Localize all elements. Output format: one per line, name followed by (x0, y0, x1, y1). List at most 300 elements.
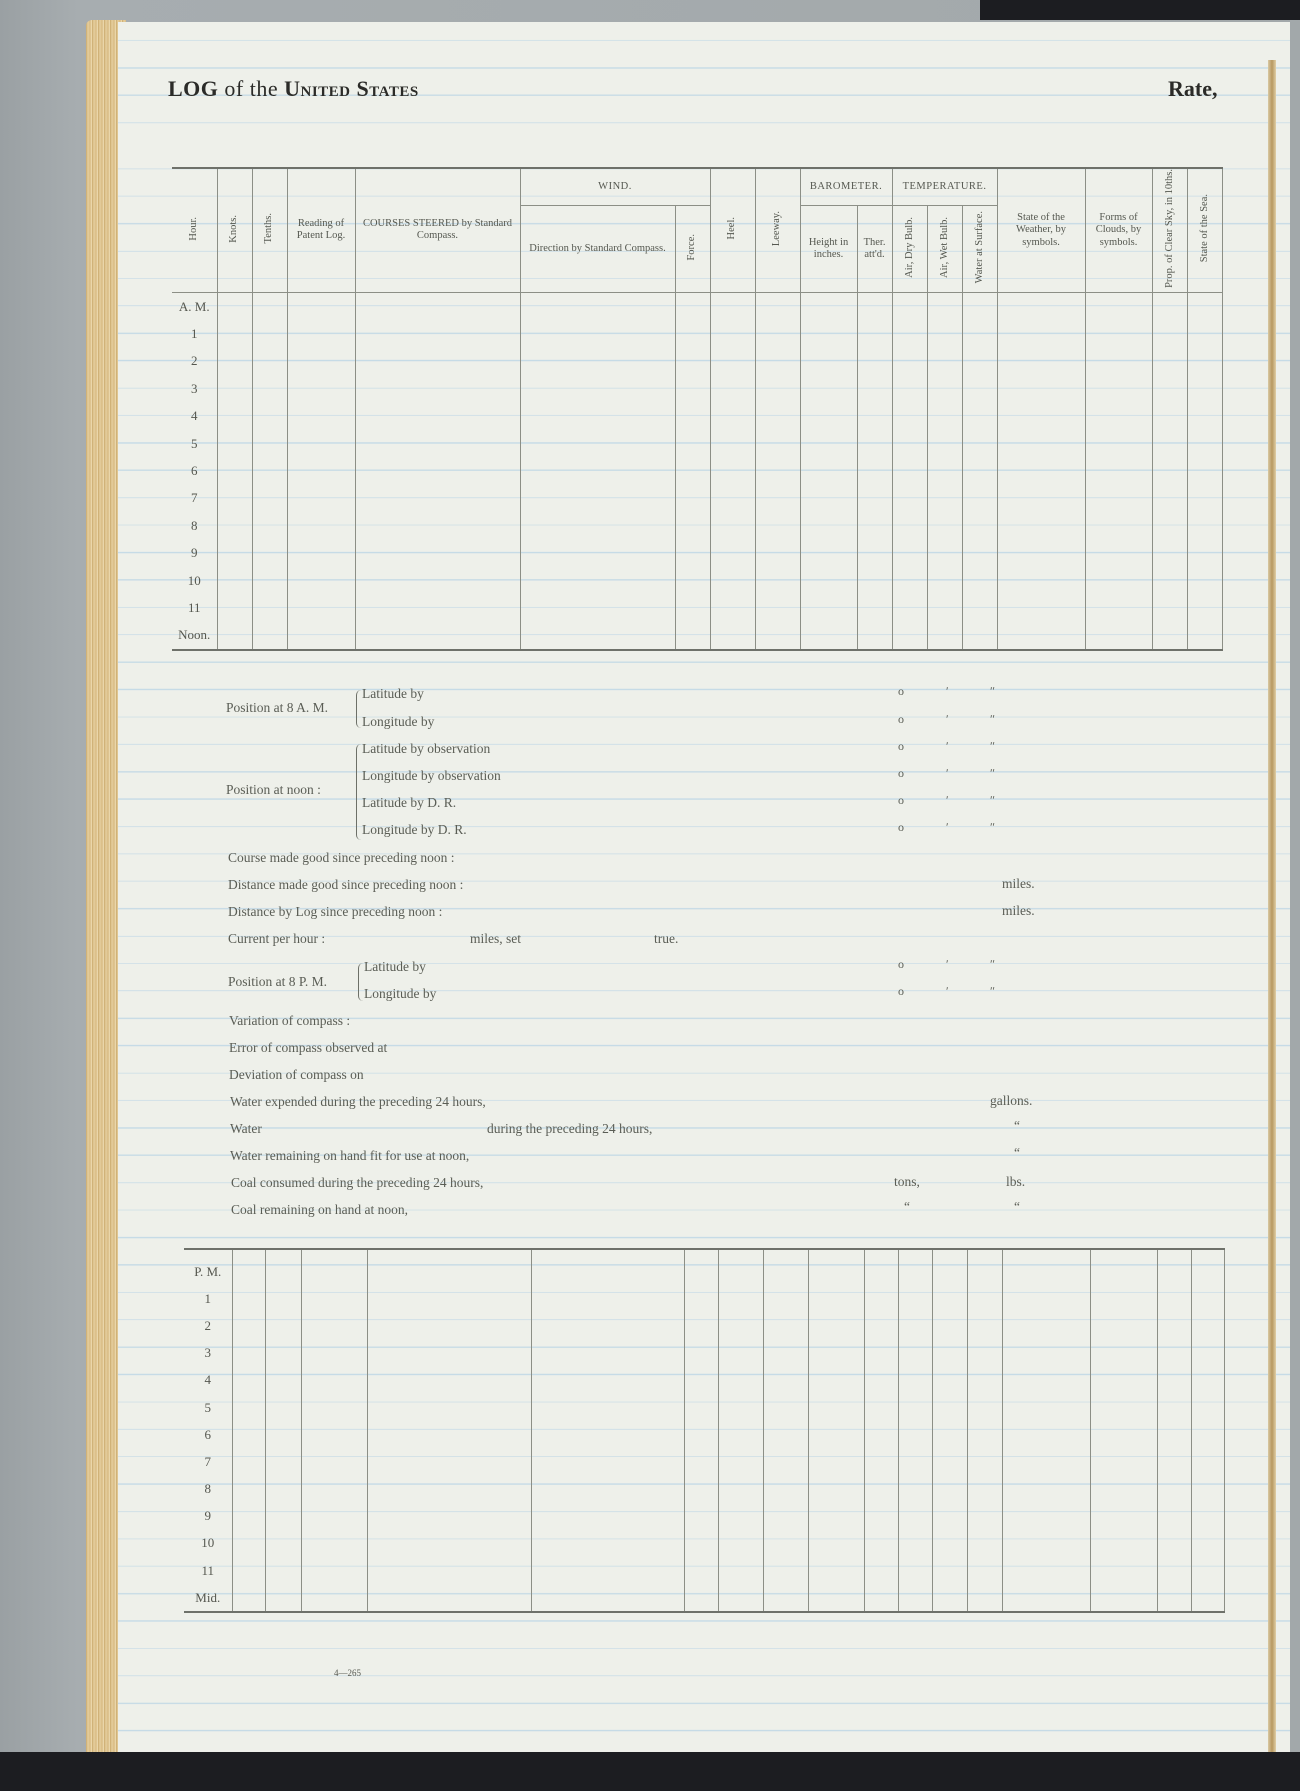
pm-entry-cell[interactable] (1191, 1530, 1224, 1557)
am-entry-cell[interactable] (287, 292, 355, 320)
pm-entry-cell[interactable] (1090, 1584, 1157, 1612)
pm-entry-cell[interactable] (763, 1476, 808, 1503)
am-entry-cell[interactable] (800, 292, 857, 320)
pm-entry-cell[interactable] (808, 1394, 864, 1421)
am-entry-cell[interactable] (927, 567, 962, 594)
am-entry-cell[interactable] (520, 320, 675, 347)
am-entry-cell[interactable] (1187, 622, 1222, 650)
am-entry-cell[interactable] (892, 430, 927, 457)
am-entry-cell[interactable] (355, 375, 520, 402)
am-entry-cell[interactable] (755, 375, 800, 402)
pm-entry-cell[interactable] (763, 1312, 808, 1339)
pm-entry-cell[interactable] (301, 1421, 367, 1448)
am-entry-cell[interactable] (520, 594, 675, 621)
am-entry-cell[interactable] (962, 539, 997, 566)
pm-entry-cell[interactable] (265, 1312, 301, 1339)
am-entry-cell[interactable] (710, 403, 755, 430)
am-entry-cell[interactable] (755, 539, 800, 566)
am-entry-cell[interactable] (927, 403, 962, 430)
am-entry-cell[interactable] (217, 403, 252, 430)
pm-entry-cell[interactable] (531, 1421, 684, 1448)
pm-entry-cell[interactable] (1090, 1312, 1157, 1339)
pm-entry-cell[interactable] (301, 1367, 367, 1394)
pm-entry-cell[interactable] (763, 1584, 808, 1612)
am-entry-cell[interactable] (710, 539, 755, 566)
am-entry-cell[interactable] (675, 457, 710, 484)
pm-entry-cell[interactable] (684, 1530, 718, 1557)
pm-entry-cell[interactable] (1191, 1584, 1224, 1612)
pm-entry-cell[interactable] (718, 1312, 763, 1339)
am-entry-cell[interactable] (252, 567, 287, 594)
am-entry-cell[interactable] (252, 457, 287, 484)
pm-entry-cell[interactable] (1002, 1584, 1090, 1612)
pm-entry-cell[interactable] (763, 1503, 808, 1530)
am-entry-cell[interactable] (997, 457, 1085, 484)
pm-entry-cell[interactable] (898, 1367, 932, 1394)
am-entry-cell[interactable] (675, 594, 710, 621)
pm-entry-cell[interactable] (232, 1557, 265, 1584)
pm-entry-cell[interactable] (932, 1448, 967, 1475)
pm-entry-cell[interactable] (1157, 1476, 1191, 1503)
am-entry-cell[interactable] (1152, 485, 1187, 512)
pm-entry-cell[interactable] (1191, 1258, 1224, 1285)
pm-entry-cell[interactable] (531, 1530, 684, 1557)
am-entry-cell[interactable] (800, 320, 857, 347)
am-entry-cell[interactable] (355, 457, 520, 484)
pm-entry-cell[interactable] (301, 1503, 367, 1530)
pm-entry-cell[interactable] (367, 1258, 531, 1285)
am-entry-cell[interactable] (962, 485, 997, 512)
am-entry-cell[interactable] (710, 622, 755, 650)
pm-entry-cell[interactable] (367, 1476, 531, 1503)
am-entry-cell[interactable] (755, 485, 800, 512)
am-entry-cell[interactable] (252, 375, 287, 402)
am-entry-cell[interactable] (997, 403, 1085, 430)
am-entry-cell[interactable] (927, 512, 962, 539)
am-entry-cell[interactable] (892, 485, 927, 512)
am-entry-cell[interactable] (997, 292, 1085, 320)
am-entry-cell[interactable] (997, 622, 1085, 650)
am-entry-cell[interactable] (710, 375, 755, 402)
pm-entry-cell[interactable] (1002, 1394, 1090, 1421)
am-entry-cell[interactable] (1085, 512, 1152, 539)
pm-entry-cell[interactable] (932, 1285, 967, 1312)
am-entry-cell[interactable] (1187, 320, 1222, 347)
pm-entry-cell[interactable] (684, 1340, 718, 1367)
pm-entry-cell[interactable] (1002, 1530, 1090, 1557)
am-entry-cell[interactable] (857, 594, 892, 621)
am-entry-cell[interactable] (755, 292, 800, 320)
am-entry-cell[interactable] (857, 292, 892, 320)
pm-entry-cell[interactable] (763, 1421, 808, 1448)
am-entry-cell[interactable] (710, 320, 755, 347)
pm-entry-cell[interactable] (718, 1421, 763, 1448)
pm-entry-cell[interactable] (718, 1285, 763, 1312)
pm-entry-cell[interactable] (684, 1421, 718, 1448)
pm-entry-cell[interactable] (932, 1394, 967, 1421)
pm-entry-cell[interactable] (232, 1394, 265, 1421)
pm-entry-cell[interactable] (718, 1394, 763, 1421)
am-entry-cell[interactable] (755, 348, 800, 375)
pm-entry-cell[interactable] (967, 1584, 1002, 1612)
am-entry-cell[interactable] (962, 320, 997, 347)
pm-entry-cell[interactable] (967, 1394, 1002, 1421)
pm-entry-cell[interactable] (1157, 1584, 1191, 1612)
pm-entry-cell[interactable] (898, 1312, 932, 1339)
pm-entry-cell[interactable] (763, 1367, 808, 1394)
pm-entry-cell[interactable] (232, 1285, 265, 1312)
am-entry-cell[interactable] (927, 320, 962, 347)
am-entry-cell[interactable] (217, 539, 252, 566)
am-entry-cell[interactable] (962, 567, 997, 594)
pm-entry-cell[interactable] (1090, 1394, 1157, 1421)
pm-entry-cell[interactable] (531, 1285, 684, 1312)
pm-entry-cell[interactable] (1002, 1312, 1090, 1339)
pm-entry-cell[interactable] (684, 1258, 718, 1285)
pm-entry-cell[interactable] (531, 1557, 684, 1584)
am-entry-cell[interactable] (1152, 403, 1187, 430)
pm-entry-cell[interactable] (367, 1285, 531, 1312)
am-entry-cell[interactable] (997, 485, 1085, 512)
pm-entry-cell[interactable] (301, 1285, 367, 1312)
am-entry-cell[interactable] (1085, 375, 1152, 402)
pm-entry-cell[interactable] (763, 1340, 808, 1367)
pm-entry-cell[interactable] (1157, 1394, 1191, 1421)
pm-entry-cell[interactable] (1191, 1421, 1224, 1448)
pm-entry-cell[interactable] (1157, 1258, 1191, 1285)
pm-entry-cell[interactable] (531, 1503, 684, 1530)
pm-entry-cell[interactable] (301, 1258, 367, 1285)
pm-entry-cell[interactable] (232, 1367, 265, 1394)
am-entry-cell[interactable] (252, 430, 287, 457)
am-entry-cell[interactable] (755, 457, 800, 484)
pm-entry-cell[interactable] (864, 1394, 898, 1421)
am-entry-cell[interactable] (892, 320, 927, 347)
am-entry-cell[interactable] (755, 320, 800, 347)
pm-entry-cell[interactable] (1191, 1394, 1224, 1421)
pm-entry-cell[interactable] (232, 1503, 265, 1530)
pm-entry-cell[interactable] (265, 1503, 301, 1530)
am-entry-cell[interactable] (1085, 430, 1152, 457)
pm-entry-cell[interactable] (1157, 1340, 1191, 1367)
am-entry-cell[interactable] (857, 430, 892, 457)
am-entry-cell[interactable] (962, 430, 997, 457)
am-entry-cell[interactable] (252, 403, 287, 430)
pm-entry-cell[interactable] (265, 1448, 301, 1475)
pm-entry-cell[interactable] (864, 1421, 898, 1448)
am-entry-cell[interactable] (287, 403, 355, 430)
am-entry-cell[interactable] (857, 485, 892, 512)
pm-entry-cell[interactable] (684, 1285, 718, 1312)
am-entry-cell[interactable] (1187, 539, 1222, 566)
pm-entry-cell[interactable] (684, 1312, 718, 1339)
pm-entry-cell[interactable] (1090, 1476, 1157, 1503)
pm-entry-cell[interactable] (232, 1312, 265, 1339)
am-entry-cell[interactable] (962, 622, 997, 650)
pm-entry-cell[interactable] (1090, 1421, 1157, 1448)
am-entry-cell[interactable] (217, 594, 252, 621)
am-entry-cell[interactable] (997, 539, 1085, 566)
am-entry-cell[interactable] (710, 292, 755, 320)
am-entry-cell[interactable] (252, 485, 287, 512)
am-entry-cell[interactable] (892, 457, 927, 484)
am-entry-cell[interactable] (892, 539, 927, 566)
am-entry-cell[interactable] (1085, 348, 1152, 375)
am-entry-cell[interactable] (755, 403, 800, 430)
pm-entry-cell[interactable] (1090, 1258, 1157, 1285)
am-entry-cell[interactable] (355, 430, 520, 457)
am-entry-cell[interactable] (1152, 375, 1187, 402)
am-entry-cell[interactable] (710, 512, 755, 539)
pm-entry-cell[interactable] (932, 1258, 967, 1285)
am-entry-cell[interactable] (252, 594, 287, 621)
am-entry-cell[interactable] (800, 622, 857, 650)
am-entry-cell[interactable] (1187, 375, 1222, 402)
pm-entry-cell[interactable] (763, 1530, 808, 1557)
pm-entry-cell[interactable] (898, 1557, 932, 1584)
am-entry-cell[interactable] (892, 594, 927, 621)
pm-entry-cell[interactable] (232, 1584, 265, 1612)
pm-entry-cell[interactable] (932, 1312, 967, 1339)
pm-entry-cell[interactable] (1090, 1367, 1157, 1394)
am-entry-cell[interactable] (520, 512, 675, 539)
am-entry-cell[interactable] (1085, 292, 1152, 320)
pm-entry-cell[interactable] (808, 1557, 864, 1584)
pm-entry-cell[interactable] (1191, 1340, 1224, 1367)
am-entry-cell[interactable] (800, 512, 857, 539)
am-entry-cell[interactable] (1152, 430, 1187, 457)
am-entry-cell[interactable] (857, 539, 892, 566)
am-entry-cell[interactable] (287, 512, 355, 539)
pm-entry-cell[interactable] (1191, 1503, 1224, 1530)
am-entry-cell[interactable] (1187, 403, 1222, 430)
pm-entry-cell[interactable] (1002, 1448, 1090, 1475)
pm-entry-cell[interactable] (718, 1530, 763, 1557)
am-entry-cell[interactable] (1152, 567, 1187, 594)
pm-entry-cell[interactable] (932, 1557, 967, 1584)
am-entry-cell[interactable] (217, 348, 252, 375)
am-entry-cell[interactable] (675, 512, 710, 539)
pm-entry-cell[interactable] (898, 1476, 932, 1503)
am-entry-cell[interactable] (710, 485, 755, 512)
pm-entry-cell[interactable] (932, 1584, 967, 1612)
am-entry-cell[interactable] (520, 375, 675, 402)
pm-entry-cell[interactable] (367, 1421, 531, 1448)
am-entry-cell[interactable] (355, 567, 520, 594)
am-entry-cell[interactable] (927, 485, 962, 512)
pm-entry-cell[interactable] (1191, 1312, 1224, 1339)
am-entry-cell[interactable] (857, 567, 892, 594)
pm-entry-cell[interactable] (1090, 1285, 1157, 1312)
pm-entry-cell[interactable] (1002, 1367, 1090, 1394)
am-entry-cell[interactable] (1187, 485, 1222, 512)
pm-entry-cell[interactable] (864, 1584, 898, 1612)
am-entry-cell[interactable] (287, 375, 355, 402)
pm-entry-cell[interactable] (301, 1312, 367, 1339)
am-entry-cell[interactable] (892, 403, 927, 430)
pm-entry-cell[interactable] (1002, 1340, 1090, 1367)
am-entry-cell[interactable] (962, 375, 997, 402)
pm-entry-cell[interactable] (531, 1584, 684, 1612)
am-entry-cell[interactable] (217, 375, 252, 402)
am-entry-cell[interactable] (997, 320, 1085, 347)
pm-entry-cell[interactable] (864, 1258, 898, 1285)
am-entry-cell[interactable] (1152, 457, 1187, 484)
am-entry-cell[interactable] (1187, 348, 1222, 375)
pm-entry-cell[interactable] (808, 1584, 864, 1612)
am-entry-cell[interactable] (252, 348, 287, 375)
am-entry-cell[interactable] (287, 539, 355, 566)
am-entry-cell[interactable] (997, 375, 1085, 402)
pm-entry-cell[interactable] (718, 1584, 763, 1612)
pm-entry-cell[interactable] (808, 1312, 864, 1339)
am-entry-cell[interactable] (252, 292, 287, 320)
am-entry-cell[interactable] (1187, 512, 1222, 539)
am-entry-cell[interactable] (675, 567, 710, 594)
am-entry-cell[interactable] (962, 292, 997, 320)
pm-entry-cell[interactable] (808, 1421, 864, 1448)
am-entry-cell[interactable] (927, 375, 962, 402)
pm-entry-cell[interactable] (367, 1312, 531, 1339)
pm-entry-cell[interactable] (1002, 1476, 1090, 1503)
am-entry-cell[interactable] (997, 512, 1085, 539)
am-entry-cell[interactable] (927, 292, 962, 320)
pm-entry-cell[interactable] (684, 1367, 718, 1394)
am-entry-cell[interactable] (675, 292, 710, 320)
am-entry-cell[interactable] (355, 512, 520, 539)
pm-entry-cell[interactable] (531, 1367, 684, 1394)
am-entry-cell[interactable] (755, 512, 800, 539)
pm-entry-cell[interactable] (967, 1503, 1002, 1530)
am-entry-cell[interactable] (520, 457, 675, 484)
am-entry-cell[interactable] (710, 457, 755, 484)
pm-entry-cell[interactable] (1002, 1421, 1090, 1448)
am-entry-cell[interactable] (927, 539, 962, 566)
am-entry-cell[interactable] (217, 457, 252, 484)
pm-entry-cell[interactable] (1157, 1503, 1191, 1530)
am-entry-cell[interactable] (997, 594, 1085, 621)
am-entry-cell[interactable] (287, 348, 355, 375)
pm-entry-cell[interactable] (967, 1367, 1002, 1394)
pm-entry-cell[interactable] (967, 1285, 1002, 1312)
pm-entry-cell[interactable] (718, 1340, 763, 1367)
am-entry-cell[interactable] (520, 539, 675, 566)
pm-entry-cell[interactable] (265, 1340, 301, 1367)
am-entry-cell[interactable] (675, 485, 710, 512)
pm-entry-cell[interactable] (967, 1258, 1002, 1285)
am-entry-cell[interactable] (800, 403, 857, 430)
pm-entry-cell[interactable] (684, 1503, 718, 1530)
am-entry-cell[interactable] (927, 348, 962, 375)
pm-entry-cell[interactable] (1090, 1557, 1157, 1584)
pm-entry-cell[interactable] (718, 1503, 763, 1530)
am-entry-cell[interactable] (962, 403, 997, 430)
am-entry-cell[interactable] (927, 457, 962, 484)
am-entry-cell[interactable] (800, 485, 857, 512)
pm-entry-cell[interactable] (967, 1312, 1002, 1339)
pm-entry-cell[interactable] (1191, 1476, 1224, 1503)
am-entry-cell[interactable] (355, 622, 520, 650)
am-entry-cell[interactable] (1085, 594, 1152, 621)
am-entry-cell[interactable] (997, 430, 1085, 457)
pm-entry-cell[interactable] (531, 1394, 684, 1421)
am-entry-cell[interactable] (857, 512, 892, 539)
pm-entry-cell[interactable] (967, 1557, 1002, 1584)
pm-entry-cell[interactable] (1002, 1285, 1090, 1312)
pm-entry-cell[interactable] (1191, 1367, 1224, 1394)
pm-entry-cell[interactable] (232, 1530, 265, 1557)
am-entry-cell[interactable] (927, 430, 962, 457)
pm-entry-cell[interactable] (808, 1530, 864, 1557)
am-entry-cell[interactable] (217, 430, 252, 457)
pm-entry-cell[interactable] (265, 1367, 301, 1394)
pm-entry-cell[interactable] (932, 1340, 967, 1367)
am-entry-cell[interactable] (857, 622, 892, 650)
am-entry-cell[interactable] (355, 348, 520, 375)
pm-entry-cell[interactable] (808, 1285, 864, 1312)
pm-entry-cell[interactable] (684, 1448, 718, 1475)
pm-entry-cell[interactable] (864, 1285, 898, 1312)
am-entry-cell[interactable] (755, 567, 800, 594)
am-entry-cell[interactable] (520, 403, 675, 430)
am-entry-cell[interactable] (217, 485, 252, 512)
pm-entry-cell[interactable] (265, 1476, 301, 1503)
pm-entry-cell[interactable] (301, 1584, 367, 1612)
am-entry-cell[interactable] (800, 567, 857, 594)
pm-entry-cell[interactable] (301, 1448, 367, 1475)
am-entry-cell[interactable] (962, 512, 997, 539)
pm-entry-cell[interactable] (967, 1530, 1002, 1557)
am-entry-cell[interactable] (892, 375, 927, 402)
pm-entry-cell[interactable] (301, 1530, 367, 1557)
am-entry-cell[interactable] (710, 567, 755, 594)
pm-entry-cell[interactable] (864, 1476, 898, 1503)
pm-entry-cell[interactable] (1191, 1557, 1224, 1584)
pm-entry-cell[interactable] (367, 1448, 531, 1475)
am-entry-cell[interactable] (800, 430, 857, 457)
am-entry-cell[interactable] (800, 594, 857, 621)
am-entry-cell[interactable] (800, 348, 857, 375)
am-entry-cell[interactable] (675, 430, 710, 457)
am-entry-cell[interactable] (1085, 485, 1152, 512)
am-entry-cell[interactable] (1152, 622, 1187, 650)
am-entry-cell[interactable] (1152, 512, 1187, 539)
pm-entry-cell[interactable] (1157, 1448, 1191, 1475)
pm-entry-cell[interactable] (808, 1476, 864, 1503)
pm-entry-cell[interactable] (932, 1476, 967, 1503)
am-entry-cell[interactable] (927, 622, 962, 650)
pm-entry-cell[interactable] (265, 1530, 301, 1557)
am-entry-cell[interactable] (520, 292, 675, 320)
pm-entry-cell[interactable] (932, 1503, 967, 1530)
pm-entry-cell[interactable] (864, 1503, 898, 1530)
am-entry-cell[interactable] (520, 348, 675, 375)
am-entry-cell[interactable] (800, 375, 857, 402)
am-entry-cell[interactable] (755, 430, 800, 457)
am-entry-cell[interactable] (755, 622, 800, 650)
am-entry-cell[interactable] (520, 430, 675, 457)
pm-entry-cell[interactable] (1157, 1530, 1191, 1557)
pm-entry-cell[interactable] (898, 1503, 932, 1530)
am-entry-cell[interactable] (355, 539, 520, 566)
pm-entry-cell[interactable] (367, 1557, 531, 1584)
pm-entry-cell[interactable] (967, 1340, 1002, 1367)
am-entry-cell[interactable] (287, 320, 355, 347)
am-entry-cell[interactable] (520, 485, 675, 512)
pm-entry-cell[interactable] (718, 1476, 763, 1503)
pm-entry-cell[interactable] (967, 1448, 1002, 1475)
pm-entry-cell[interactable] (932, 1367, 967, 1394)
